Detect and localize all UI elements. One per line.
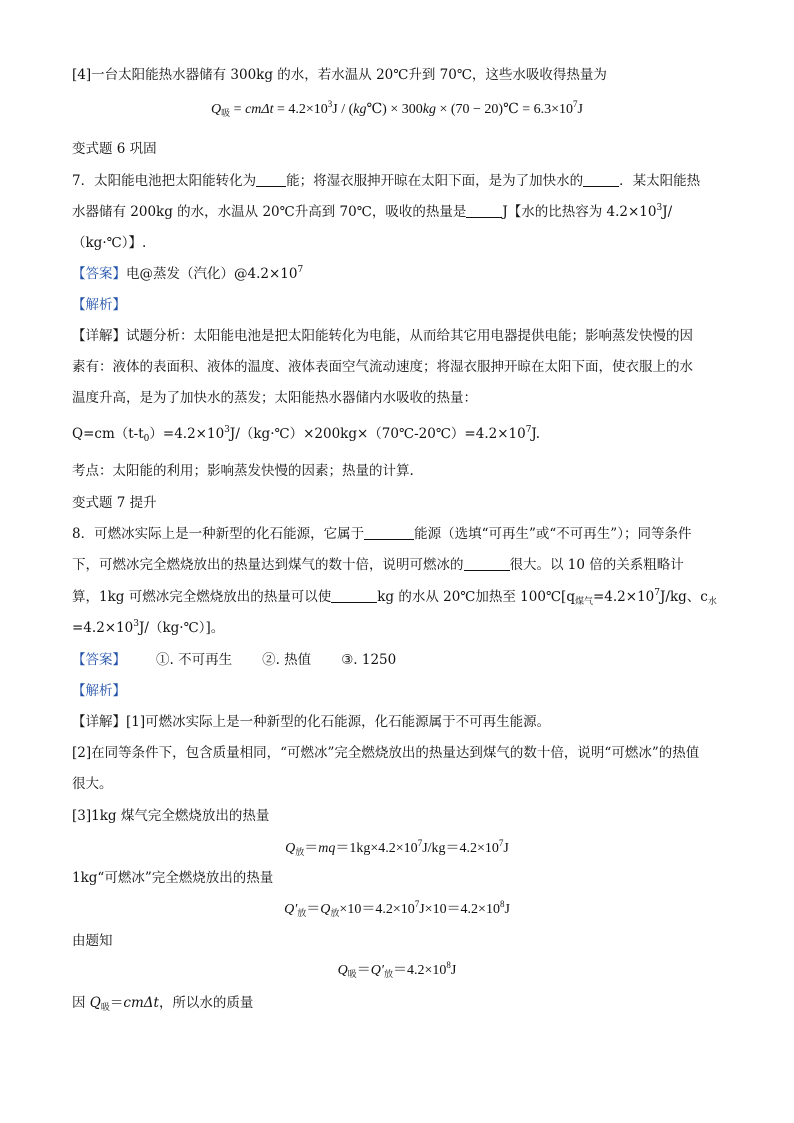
answer-blank (364, 525, 414, 540)
question-8-line-3 (72, 588, 717, 606)
equation-ice-heat (0, 901, 794, 919)
text-part: 很大。以 10 倍的关系粗略计 (509, 557, 684, 573)
eq-symbol: Q (211, 102, 222, 117)
eq-exponent: 3 (327, 99, 333, 109)
eq-symbol: Q (337, 963, 348, 978)
subscript: 吸 (100, 1003, 110, 1013)
question-7-line-2 (72, 203, 672, 221)
text-part: J. (531, 426, 541, 442)
eq-subscript: 放 (297, 908, 307, 918)
question-8-line-4 (72, 619, 224, 637)
detail-line: 由题知 (72, 933, 113, 949)
subscript: 水 (707, 597, 717, 607)
answer-item: ③. 1250 (341, 652, 397, 668)
eq-part: J (450, 963, 457, 978)
symbol: cmΔt (123, 995, 159, 1011)
answer-blank (464, 556, 510, 571)
text-part: kg 的水从 20℃加热至 100℃[q (377, 589, 575, 605)
text-part: =4.2×10 (72, 620, 134, 636)
answer-tag: 【答案】 (72, 652, 126, 668)
eq-subscript: 吸 (347, 969, 357, 979)
eq-exponent: 7 (573, 99, 578, 109)
text-part: J/（kg·℃）]。 (139, 620, 225, 636)
question-8-line-1 (72, 525, 691, 543)
eq-symbol: Q′ (284, 902, 298, 917)
text-part: 能；将湿衣服抻开晾在太阳下面，是为了加快水的 (286, 173, 584, 189)
eq-part: × (70 − 20)℃ = 6.3×10 (435, 102, 574, 117)
answer-blank (331, 588, 377, 603)
detail-line: 温度升高，是为了加快水的蒸发；太阳能热水器储内水吸收的热量： (72, 390, 477, 406)
eq-part: J×10＝4.2×10 (419, 902, 500, 917)
eq-part: ×10＝4.2×10 (339, 902, 415, 917)
detail-line: 【详解】[1]可燃冰实际上是一种新型的化石能源，化石能源属于不可再生能源。 (72, 714, 551, 730)
eq-part: ＝ (306, 902, 321, 917)
text-part: 算，1kg 可燃冰完全燃烧放出的热量可以使 (72, 589, 332, 605)
answer-tag: 【答案】 (72, 266, 126, 282)
eq-part: J (577, 102, 583, 117)
eq-part: ＝4.2×10 (392, 963, 447, 978)
equation-gas-heat (0, 840, 794, 858)
eq-symbol: mq (318, 841, 336, 856)
eq-symbol: cm (245, 102, 262, 117)
eq-part: ℃) × 300 (366, 102, 423, 117)
text-part: J/ (662, 204, 673, 220)
eq-subscript: 吸 (221, 108, 231, 118)
text-part: ）=4.2×10 (149, 426, 225, 442)
section-heading: 变式题 6 巩固 (72, 141, 157, 157)
text-part: 水器储有 200kg 的水，水温从 20℃升高到 70℃，吸收的热量是 (72, 204, 467, 220)
eq-symbol: kg (422, 102, 436, 117)
answer-line (72, 265, 303, 283)
eq-exponent: 8 (446, 960, 451, 970)
equation-heat-absorbed (0, 101, 794, 119)
eq-exponent: 7 (417, 838, 423, 848)
text-part: ＝ (109, 995, 124, 1011)
text-line: [4]一台太阳能热水器储有 300kg 的水，若水温从 20℃升到 70℃，这些水吸收得热量为 (72, 67, 607, 83)
exponent: 7 (297, 265, 304, 275)
eq-part: ＝ (304, 841, 319, 856)
eq-exponent: 8 (499, 899, 505, 909)
text-part: 因 (72, 995, 90, 1011)
detail-line: 素有：液体的表面积、液体的温度、液体表面空气流动速度；将湿衣服抻开晾在太阳下面，使衣服上的水 (72, 359, 693, 375)
detail-line: 1kg“可燃冰”完全燃烧放出的热量 (72, 870, 274, 886)
text-part: J/kg、c (660, 589, 708, 605)
eq-part: ＝ (356, 963, 371, 978)
exponent: 3 (656, 203, 663, 213)
exponent: 3 (224, 425, 230, 435)
detail-line (72, 994, 253, 1012)
subscript: 煤气 (574, 597, 593, 607)
section-heading: 变式题 7 提升 (72, 495, 157, 511)
eq-symbol: kg (353, 102, 367, 117)
eq-symbol: Q′ (370, 963, 384, 978)
text-part: J/（kg·℃）×200kg×（70℃-20℃）=4.2×10 (229, 426, 526, 442)
answer-line (72, 651, 396, 669)
question-7-line-3: （kg·℃）】. (72, 235, 147, 251)
detail-line: [3]1kg 煤气完全燃烧放出的热量 (72, 808, 270, 824)
answer-text: 电@蒸发（汽化）@4.2×10 (126, 266, 298, 282)
detail-line: [2]在同等条件下，包含质量相同，“可燃冰”完全燃烧放出的热量达到煤气的数十倍，说明“可燃冰”的热值 (72, 745, 700, 761)
answer-item: ①. 不可再生 (156, 652, 233, 668)
detail-line: 很大。 (72, 776, 113, 792)
knowledge-point-line: 考点：太阳能的利用；影响蒸发快慢的因素；热量的计算. (72, 463, 414, 479)
text-part: Q=cm（t-t (72, 426, 144, 442)
text-part: =4.2×10 (592, 589, 655, 605)
eq-part: = (230, 102, 246, 117)
text-part: J【水的比热容为 4.2×10 (502, 204, 657, 220)
answer-blank (583, 172, 619, 187)
eq-symbol: Q (285, 841, 296, 856)
analysis-tag: 【解析】 (72, 297, 126, 313)
eq-exponent: 7 (414, 899, 420, 909)
eq-part: J (504, 902, 510, 917)
question-8-line-2 (72, 556, 684, 574)
eq-part: = 4.2×10 (273, 102, 328, 117)
answer-item: ②. 热值 (262, 652, 312, 668)
equation-absorbed-equals (0, 962, 794, 980)
eq-part: J/kg＝4.2×10 (422, 841, 499, 856)
subscript: 0 (143, 434, 150, 444)
analysis-tag: 【解析】 (72, 683, 126, 699)
symbol: Q (89, 995, 101, 1011)
answer-blank (256, 172, 286, 187)
question-7-line-1 (72, 172, 700, 190)
eq-symbol: Q (320, 902, 331, 917)
detail-line: 【详解】试题分析：太阳能电池是把太阳能转化为电能，从而给其它用电器提供电能；影响蒸发快慢的因 (72, 328, 693, 344)
eq-part: J (503, 841, 509, 856)
exponent: 3 (133, 619, 140, 629)
text-part: 8．可燃冰实际上是一种新型的化石能源，它属于 (72, 526, 365, 542)
eq-symbol: Δt (261, 102, 274, 117)
text-part: 7．太阳能电池把太阳能转化为 (72, 173, 257, 189)
exponent: 7 (654, 588, 660, 598)
eq-subscript: 放 (295, 847, 305, 857)
text-part: 下，可燃冰完全燃烧放出的热量达到煤气的数十倍，说明可燃冰的 (72, 557, 464, 573)
text-part: 能源（选填“可再生”或“不可再生”）；同等条件 (414, 526, 692, 542)
eq-subscript: 放 (330, 908, 340, 918)
eq-exponent: 7 (498, 838, 504, 848)
text-part: ，所以水的质量 (158, 995, 254, 1011)
exponent: 7 (525, 425, 532, 435)
eq-subscript: 放 (383, 969, 393, 979)
eq-part: J / ( (332, 102, 354, 117)
formula-line (72, 425, 540, 443)
text-part: ．某太阳能热 (619, 173, 701, 189)
eq-part: ＝1kg×4.2×10 (335, 841, 418, 856)
answer-blank (466, 203, 502, 218)
